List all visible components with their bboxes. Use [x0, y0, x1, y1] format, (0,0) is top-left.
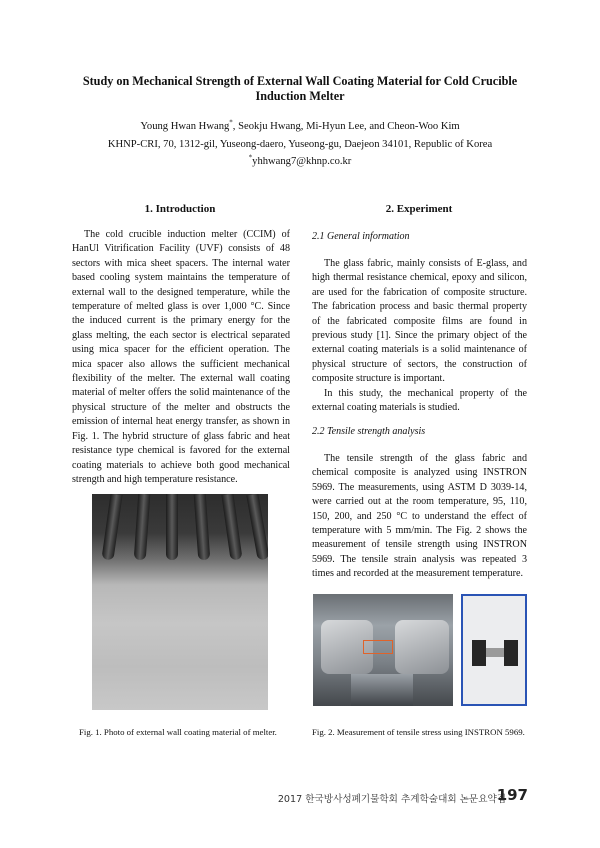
fig1-melter-photo [92, 494, 268, 710]
author-corresponding-mark: * [229, 118, 233, 127]
melter-pipe [166, 494, 178, 560]
specimen-highlight-box [363, 640, 393, 654]
study-scope-paragraph: In this study, the mechanical property of the external coating materials is studied. [312, 387, 527, 414]
specimen-strip [486, 648, 504, 657]
fig2-instron-photo [313, 594, 527, 706]
author-list [40, 120, 560, 133]
email-mark: * [248, 153, 253, 162]
right-grip [395, 620, 449, 674]
specimen-clamp-left [472, 640, 486, 666]
intro-heading: 1. Introduction [144, 203, 216, 215]
instron-machine [313, 594, 453, 706]
fig2-caption: Fig. 2. Measurement of tensile stress using INSTRON 5969. [312, 727, 525, 737]
machine-base [351, 674, 413, 706]
page-number: 197 [496, 786, 528, 804]
experiment-heading: 2. Experiment [385, 203, 453, 215]
melter-pipe [194, 494, 211, 560]
specimen-zoom-inset [461, 594, 527, 706]
author-rest: , Seokju Hwang, Mi-Hyun Lee, and Cheon-Woo Kim [232, 121, 460, 132]
subsection-general-info: 2.1 General information [312, 231, 410, 242]
experiment-text-1 [312, 257, 527, 415]
melter-pipe [246, 494, 268, 561]
author-first: Young Hwan Hwang [140, 121, 230, 132]
melter-pipe [134, 494, 151, 560]
footer-proceedings: 2017 한국방사성폐기물학회 추계학술대회 논문요약집 [277, 794, 506, 805]
paper-title: Study on Mechanical Strength of External Wall Coating Material for Cold Crucible Induction Melter [82, 74, 518, 103]
experiment-text-2 [312, 452, 527, 582]
contact-email [40, 155, 560, 168]
tensile-paragraph: The tensile strength of the glass fabric and chemical composite is analyzed using INSTRON 5969. The measurements, using ASTM D 3039-14, were carried out at the room temperature, 95, 110, 150, 200, and 250 °C to understand the effect of temperature with 5 mm/min. The Fig. 2 shows the measurement of tensile strength using INSTRON 5969. The tensile strain analysis was repeated 3 times and recorded at the measurement temperature. [312, 453, 527, 580]
general-info-paragraph: The glass fabric, mainly consists of E-glass, and high thermal resistance chemical, epoxy and silicon, are used for the fabrication of composite structure. The fabrication process and basic thermal property of the fabricated composite films are found in previous study [1]. Since the primary object of the external coating materials is a solid maintenance of physical structure of sectors, the construction of composite structure is important. [312, 258, 527, 385]
melter-pipe [101, 494, 122, 561]
affiliation: KHNP-CRI, 70, 1312-gil, Yuseong-daero, Yuseong-gu, Daejeon 34101, Republic of Korea [107, 139, 493, 150]
subsection-tensile: 2.2 Tensile strength analysis [312, 426, 426, 437]
intro-paragraph: The cold crucible induction melter (CCIM) of HanUl Vitrification Facility (UVF) consists of 48 sectors with mica sheet spacers. The internal water based cooling system maintains the temperature of external wall to the designed temperature, while the temperature of melted glass is over 1,000 °C. Since the induced current is the primary energy for the glass melting, the each sector is electrical separated using mica spacer for the efficient operation. The mica spacer also allows the sufficient mechanical flexibility of the melter. The external wall coating material of melter offers the solid maintenance of the physical structure of the melter and obstructs the emission of internal heat energy transfer, as shown in Fig. 1. The hybrid structure of glass fabric and heat resistance type chemical is favored for the external coating materials to achieve both good mechanical strength and high temperature resistance. [72, 229, 290, 485]
intro-text [72, 228, 290, 487]
melter-pipe [221, 494, 242, 561]
specimen-clamp-right [504, 640, 518, 666]
email-address: yhhwang7@khnp.co.kr [252, 156, 352, 167]
fig1-caption: Fig. 1. Photo of external wall coating material of melter. [79, 727, 277, 737]
